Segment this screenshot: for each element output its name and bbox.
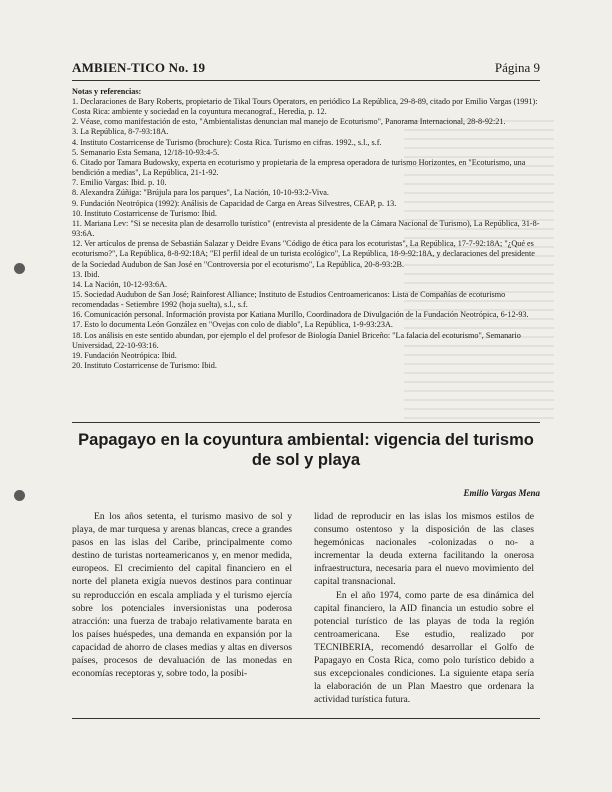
article-title-line: de sol y playa	[251, 451, 361, 469]
note-item: 11. Mariana Lev: "Si se necesita plan de desarrollo turístico" (entrevista al presidente de la Cámara Nacional de Turismo), La República, 31-8-93:6A.	[72, 218, 540, 239]
note-item: 17. Esto lo documenta León González en "Ovejas con colo de diablo", La República, 1-9-93:23A.	[72, 320, 393, 330]
note-item: 9. Fundación Neotrópica (1992): Análisis de Capacidad de Carga en Areas Silvestres, CEAP, p. 13.	[72, 198, 397, 208]
note-item: 15. Sociedad Audubon de San José; Rainforest Alliance; Instituto de Estudios Centroamericanos: Lista de Compañías de ecoturismo recomendadas - Setiembre 1992 (hoja suelta), s.l., s.f.	[72, 289, 506, 310]
note-item: 12. Ver artículos de prensa de Sebastián Salazar y Deidre Evans "Código de ética para los ecoturistas", La República, 17-7-92:18A; "¿Qué es ecoturismo?", La República, 8-8-92:18A; "El perfil ideal de un turista ecológico", La República, 18-9-92:18A, y declaraciones del presidente de la Sociedad Audubon de San José en "Controversia por el ecoturismo", La República, 20-8-93:2B.	[72, 239, 535, 269]
article-title-line: Papagayo en la coyuntura ambiental: vigencia del turismo	[78, 431, 534, 449]
note-item: 14. La Nación, 10-12-93:6A.	[72, 279, 168, 289]
publication-title: AMBIEN-TICO No. 19	[72, 60, 206, 75]
article-title	[72, 430, 540, 470]
footer-rule	[72, 718, 540, 719]
header-rule	[72, 80, 540, 81]
article-paragraph: En los años setenta, el turismo masivo de sol y playa, de mar turquesa y arenas blancas, crece a grandes pasos en las islas del Caribe, principalmente como destino de turistas norteamericanos y, en menor medida, europeos. El crecimiento del capital financiero en el norte del planeta exigía nuevos destinos para continuar su reproducción en escala ampliada y el turismo ejercía sobre los potenciales inversionistas una poderosa atracción: una fuerza de trabajo relativamente barata en los países huéspedes, una demanda en expansión por la capacidad de ahorro de clases medias y altas en diversos países, procesos de devaluación de las monedas en economías receptoras y, sobre todo, la posibi-	[72, 511, 292, 680]
note-item: 20. Instituto Costarricense de Turismo: Ibid.	[72, 361, 217, 371]
note-item: 6. Citado por Tamara Budowsky, experta en ecoturismo y propietaria de la empresa operadora de turismo Horizontes, en "Ecoturismo, una bendición a medias", La República, 21-1-92.	[72, 157, 526, 178]
note-item: 19. Fundación Neotrópica: Ibid.	[72, 350, 177, 360]
binder-hole	[14, 490, 25, 501]
note-item: 5. Semanario Esta Semana, 12/18-10-93:4-5.	[72, 147, 220, 157]
notes-heading: Notas y referencias:	[72, 87, 142, 96]
article-column-right	[314, 510, 534, 706]
note-item: 10. Instituto Costarricense de Turismo: Ibid.	[72, 208, 217, 218]
page-header	[72, 60, 540, 76]
note-item: 2. Véase, como manifestación de esto, "Ambientalistas denuncian mal manejo de Ecoturismo", Panorama Internacional, 28-8-92:21.	[72, 117, 506, 127]
note-item: 3. La República, 8-7-93:18A.	[72, 127, 169, 137]
article-paragraph: lidad de reproducir en las islas los mismos estilos de consumo ostentoso y la disposición de las clases hegemónicas nacionales -colonizadas o no- a incrementar la deuda externa facilitando la onerosa infraestructura, necesaria para el nuevo movimiento del capital transnacional.	[314, 511, 534, 588]
note-item: 7. Emilio Vargas: Ibid. p. 10.	[72, 178, 167, 188]
note-item: 8. Alexandra Zúñiga: "Brújula para los parques", La Nación, 10-10-93:2-Viva.	[72, 188, 329, 198]
page-number: Página 9	[494, 60, 540, 75]
article-column-left	[72, 510, 292, 680]
note-item: 18. Los análisis en este sentido abundan, por ejemplo el del profesor de Biología Daniel Briceño: "La falacia del ecoturismo", Semanario Universidad, 22-10-93:16.	[72, 330, 521, 350]
note-item: 16. Comunicación personal. Información provista por Katiana Murillo, Coordinadora de Divulgación de la Fundación Neotrópica, 6-12-93.	[72, 310, 529, 320]
note-item: 1. Declaraciones de Bary Roberts, propietario de Tikal Tours Operators, en periódico La República, 29-8-89, citado por Emilio Vargas (1991): Costa Rica: ambiente y sociedad en la coyuntura mecanograf., Heredia, p. 12.	[72, 97, 538, 117]
article-paragraph: En el año 1974, como parte de esa dinámica del capital financiero, la AID financia un estudio sobre el potencial turístico de las playas de toda la región centroamericana. Ese estudio, realizado por TECNIBERIA, recomendó desarrollar el Golfo de Papagayo en Costa Rica, como polo turístico debido a sus excepcionales condiciones. La siguiente etapa sería la elaboración de un Plan Maestro que ordenara la actividad turística futura.	[314, 589, 534, 706]
binder-hole	[14, 263, 25, 274]
section-divider	[72, 422, 540, 423]
notes-references	[72, 87, 540, 371]
article-author: Emilio Vargas Mena	[463, 488, 540, 498]
note-item: 4. Instituto Costarricense de Turismo (brochure): Costa Rica. Turismo en cifras. 1992., s.l., s.f.	[72, 137, 382, 147]
note-item: 13. Ibid.	[72, 269, 100, 279]
